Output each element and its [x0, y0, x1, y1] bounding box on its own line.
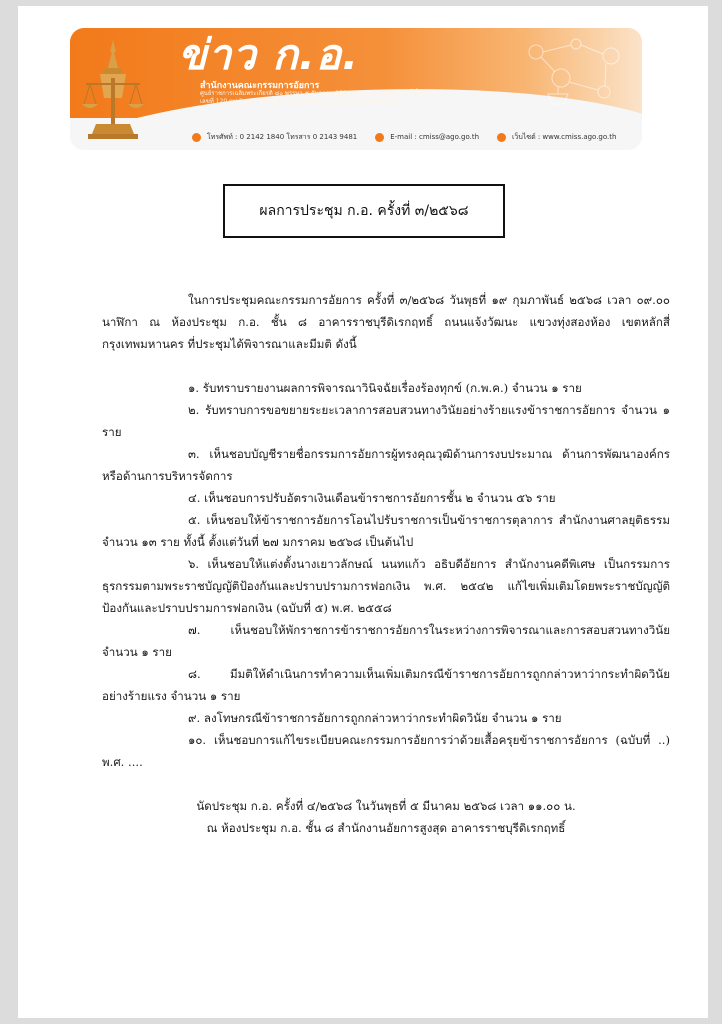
list-item: ๓. เห็นชอบบัญชีรายชื่อกรรมการอัยการผู้ทรงคุณวุฒิด้านการงบประมาณ ด้านการพัฒนาองค์กร หรือด้านการบริหารจัดการ: [102, 447, 670, 483]
network-decoration-icon: [506, 34, 636, 114]
intro-paragraph: ในการประชุมคณะกรรมการอัยการ ครั้งที่ ๓/๒๕๖๘ วันพุธที่ ๑๙ กุมภาพันธ์ ๒๕๖๘ เวลา ๐๙.๐๐ นาฬิกา ณ ห้องประชุม ก.อ. ชั้น ๘ อาคารราชบุรีดิเรกฤทธิ์ ถนนแจ้งวัฒนะ แขวงทุ่งสองห้อง เขตหลักสี่ กรุงเทพมหานคร ที่ประชุมได้พิจารณาและมีมติ ดังนี้: [102, 293, 670, 351]
list-item: ๗. เห็นชอบให้พักราชการข้าราชการอัยการในระหว่างการพิจารณาและการสอบสวนทางวินัย จำนวน ๑ ราย: [102, 623, 670, 659]
address-line-2: เลขที่ 120 หมู่ 3 ถนนแจ้งวัฒนะ แขวงทุ่งสองห้อง เขตหลักสี่ กรุงเทพฯ 10210: [200, 98, 400, 105]
document-title: ผลการประชุม ก.อ. ครั้งที่ ๓/๒๕๖๘: [259, 203, 469, 219]
newsletter-logo-title: ข่าว ก.อ.: [178, 30, 360, 79]
document-page: [18, 6, 708, 1018]
scales-of-justice-emblem-icon: [78, 38, 148, 142]
phone-icon: [192, 133, 201, 142]
list-item: ๘. มีมติให้ดำเนินการทำความเห็นเพิ่มเติมกรณีข้าราชการอัยการถูกกล่าวหาว่ากระทำผิดวินัยอย่างร้ายแรง จำนวน ๑ ราย: [102, 667, 670, 703]
list-item: ๑๐. เห็นชอบการแก้ไขระเบียบคณะกรรมการอัยการว่าด้วยเสื้อครุยข้าราชการอัยการ (ฉบับที่ ..) พ.ศ. ....: [102, 733, 670, 769]
email-icon: [375, 133, 384, 142]
organization-address: [200, 90, 500, 106]
website-text[interactable]: เว็บไซต์ : www.cmiss.ago.go.th: [512, 132, 617, 141]
email-text[interactable]: E-mail : cmiss@ago.go.th: [390, 133, 480, 141]
list-item: ๔. เห็นชอบการปรับอัตราเงินเดือนข้าราชการอัยการชั้น ๒ จำนวน ๕๖ ราย: [188, 491, 556, 505]
organization-name: สำนักงานคณะกรรมการอัยการ: [200, 81, 320, 91]
address-line-1: ศูนย์ราชการเฉลิมพระเกียรติ ๘๐ พรรษา ๕ ธันวาคม 2550 อาคารราชบุรีดิเรกฤทธิ์ ชั้น 8: [200, 90, 428, 97]
contact-bar: [192, 130, 616, 144]
list-item: ๑. รับทราบรายงานผลการพิจารณาวินิจฉัยเรื่องร้องทุกข์ (ก.พ.ค.) จำนวน ๑ ราย: [188, 381, 582, 395]
document-body: [102, 289, 670, 839]
website-icon: [497, 133, 506, 142]
document-title-box: [223, 184, 505, 238]
list-item: ๕. เห็นชอบให้ข้าราชการอัยการโอนไปรับราชการเป็นข้าราชการตุลาการ สำนักงานศาลยุติธรรม จำนวน ๑๓ ราย ทั้งนี้ ตั้งแต่วันที่ ๒๗ มกราคม ๒๕๖๘ เป็นต้นไป: [102, 513, 670, 549]
list-item: ๖. เห็นชอบให้แต่งตั้งนางเยาวลักษณ์ นนทแก้ว อธิบดีอัยการ สำนักงานคดีพิเศษ เป็นกรรมการธุรกรรมตามพระราชบัญญัติป้องกันและปราบปรามการฟอกเงิน พ.ศ. ๒๕๔๒ แก้ไขเพิ่มเติมโดยพระราชบัญญัติป้องกันและปราบปรามการฟอกเงิน (ฉบับที่ ๕) พ.ศ. ๒๕๕๘: [102, 557, 670, 615]
next-meeting-notice: [102, 795, 670, 839]
list-item: ๙. ลงโทษกรณีข้าราชการอัยการถูกกล่าวหาว่ากระทำผิดวินัย จำนวน ๑ ราย: [188, 711, 562, 725]
resolution-list: [102, 377, 670, 773]
phone-text: โทรศัพท์ : 0 2142 1840 โทรสาร 0 2143 9481: [207, 132, 358, 141]
header-banner: [70, 28, 642, 150]
next-meeting-date: นัดประชุม ก.อ. ครั้งที่ ๔/๒๕๖๘ ในวันพุธที่ ๕ มีนาคม ๒๕๖๘ เวลา ๑๑.๐๐ น.: [196, 799, 576, 813]
next-meeting-venue: ณ ห้องประชุม ก.อ. ชั้น ๘ สำนักงานอัยการสูงสุด อาคารราชบุรีดิเรกฤทธิ์: [206, 821, 566, 835]
list-item: ๒. รับทราบการขอขยายระยะเวลาการสอบสวนทางวินัยอย่างร้ายแรงข้าราชการอัยการ จำนวน ๑ ราย: [102, 403, 670, 439]
